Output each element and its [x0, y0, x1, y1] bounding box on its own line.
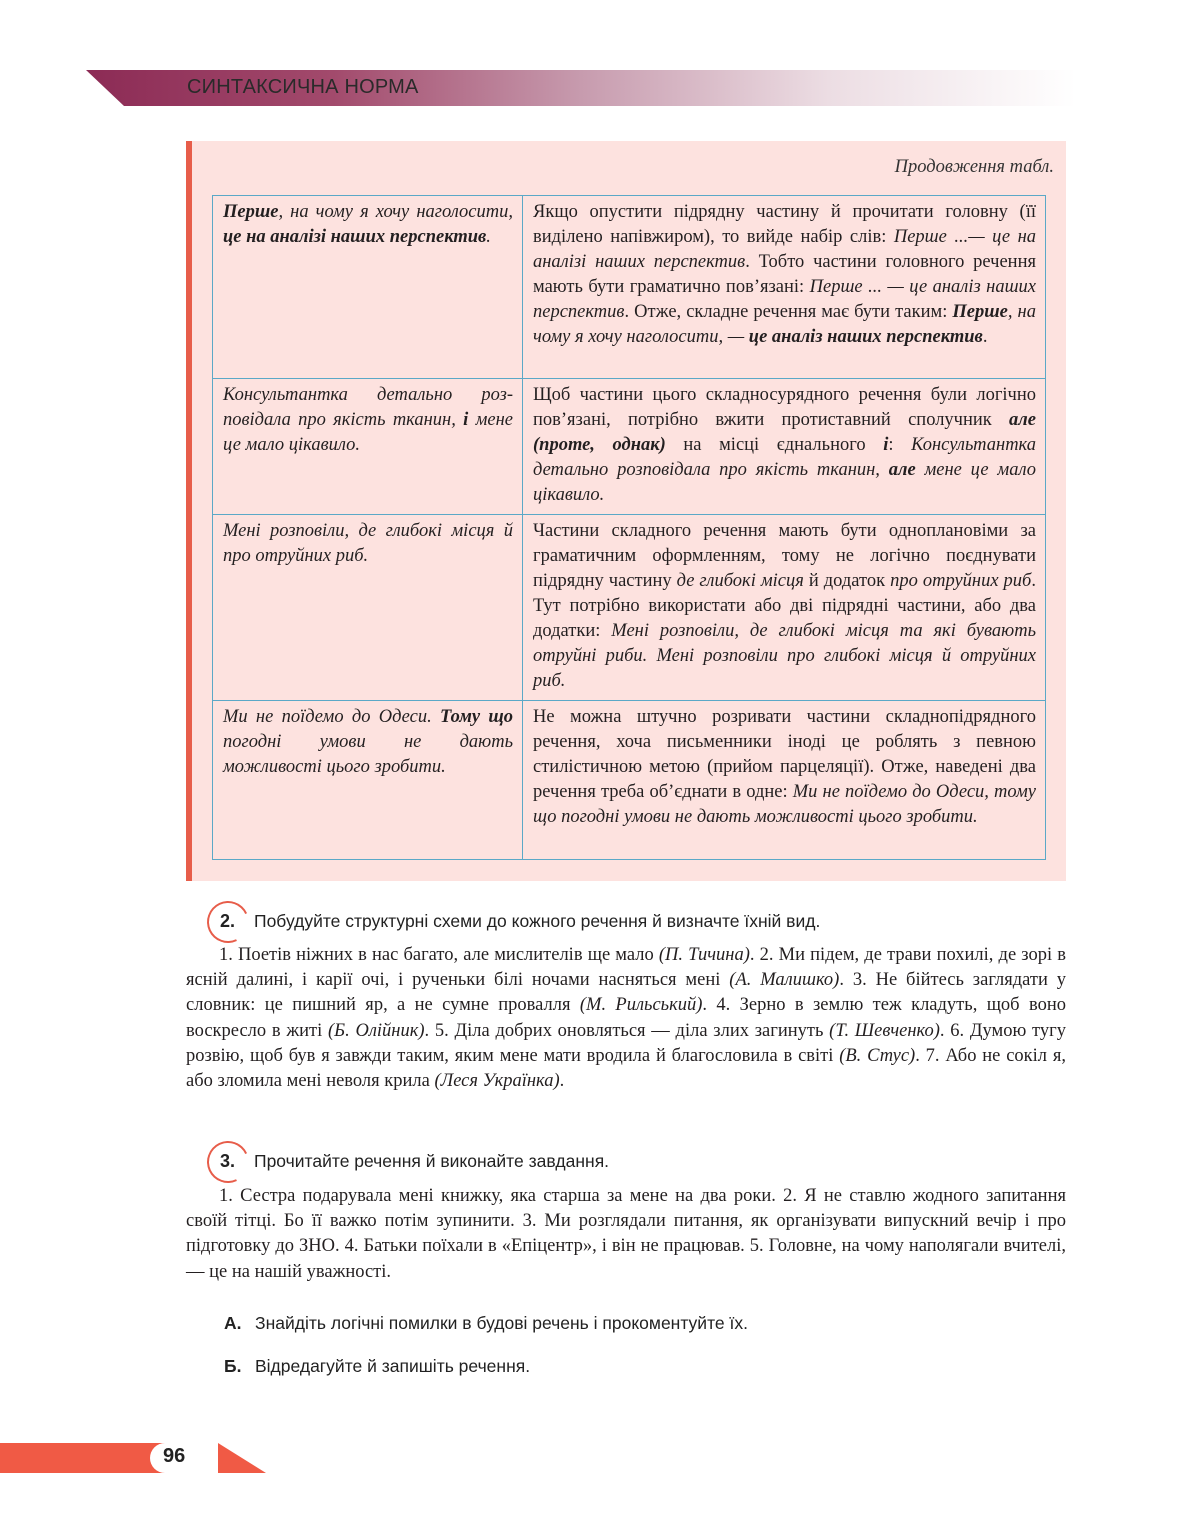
table-cell-example: Мені розповіли, де глибокі місця й про отруйних риб. [213, 515, 523, 701]
task-item [224, 1356, 530, 1377]
exercise-2-text: 1. Поетів ніжних в нас багато, але мислителів ще мало (П. Тичина). 2. Ми підем, де трави похилі, де зорі в ясній далині, і карії очі, і рученьки білі ночами насняться мені (А. Малишко). 3. Не бійтесь заглядати у словник: це пишний яр, а не сумне провалля (М. Рильський). 4. Зерно в землю теж кладуть, щоб воно воскресло в житі (Б. Олійник). 5. Діла добрих оновляться — діла злих загинуть (Т. Шевченко). 6. Думою тугу розвію, щоб був я завжди таким, яким мене мати вродила й благословила в світі (В. Стус). 7. Або не сокіл я, або зломила мені неволя крила (Леся Українка). [186, 945, 1067, 1092]
task-text: Відредагуйте й запишіть речення. [255, 1356, 531, 1376]
table-cell-example: Консультантка детально розповідала про якість тканин, і мене це мало цікавило. [213, 379, 523, 515]
exercise-number-badge: 3. [212, 1144, 250, 1178]
task-item [224, 1313, 748, 1334]
exercise-3-heading [212, 1144, 609, 1178]
task-letter: А. [224, 1313, 242, 1333]
table-cell-explanation: Не можна штучно розривати частини складнопідрядного речення, хоча письменники іноді це роблять з певною стилістичною метою (прийом парцеляції). Отже, наведені два речення треба об’єднати в одне: Ми не поїдемо до Одеси, тому що погодні умови не дають можливості цього зробити. [523, 701, 1046, 860]
panel-accent-bar [186, 141, 192, 881]
page-number: 96 [163, 1445, 186, 1467]
exercise-number-badge: 2. [212, 904, 250, 938]
exercise-instruction: Побудуйте структурні схеми до кожного речення й визначте їхній вид. [254, 911, 821, 931]
table-cell-explanation: Частини складного речення мають бути одноплановіми за граматичним оформленням, тому не логічно поєднувати підрядну частину де глибокі місця й додаток про отруйних риб. Тут потрібно використати або дві підрядні частини, або два додатки: Мені розповіли, де глибокі місця та які бувають отруйні риби. Мені розповіли про глибокі місця й отруйних риб. [523, 515, 1046, 701]
footer-band [0, 1443, 170, 1473]
task-letter: Б. [224, 1356, 242, 1376]
table-cell-example: Ми не поїдемо до Одеси. Тому що погодні умови не дають можливості цього зробити. [213, 701, 523, 860]
table-cell-example: Перше, на чому я хочу наголосити, це на аналізі наших перспектив. [213, 196, 523, 379]
footer-arrow-icon [218, 1443, 266, 1473]
chapter-title: СИНТАКСИЧНА НОРМА [187, 76, 419, 98]
rules-table [212, 195, 1046, 860]
table-row [213, 379, 1046, 515]
rules-panel [186, 141, 1066, 881]
exercise-instruction: Прочитайте речення й виконайте завдання. [254, 1151, 610, 1171]
table-row [213, 701, 1046, 860]
continuation-label: Продовження табл. [894, 157, 1054, 177]
table-row [213, 515, 1046, 701]
exercise-3-text: 1. Сестра подарувала мені книжку, яка старша за мене на два роки. 2. Я не ставлю жодного запитання своїй тітці. Бо її важко потім зупинити. 3. Ми розглядали питання, як організувати випускний вечір і про підготовку до ЗНО. 4. Батьки поїхали в «Епіцентр», і він не працював. 5. Головне, на чому наполягали вчителі, — це на нашій уважності. [186, 1186, 1066, 1282]
table-cell-explanation: Якщо опустити підрядну частину й прочитати головну (її виділено напівжиром), то вийде набір слів: Перше ...— це на аналізі наших перспектив. Тобто частини головного речення мають бути граматично пов’язані: Перше ... — це аналіз наших перспектив. Отже, складне речення має бути таким: Перше, на чому я хочу наголосити, — це аналіз наших перспектив. [523, 196, 1046, 379]
exercise-2-heading [212, 904, 820, 938]
task-text: Знайдіть логічні помилки в будові речень і прокоментуйте їх. [255, 1313, 748, 1333]
table-cell-explanation: Щоб частини цього складносурядного речення були логічно пов’язані, потрібно вжити протиставний сполучник але (проте, однак) на місці єднального і: Консультантка детально розповідала про якість тканин, але мене це мало цікавило. [523, 379, 1046, 515]
table-row [213, 196, 1046, 379]
